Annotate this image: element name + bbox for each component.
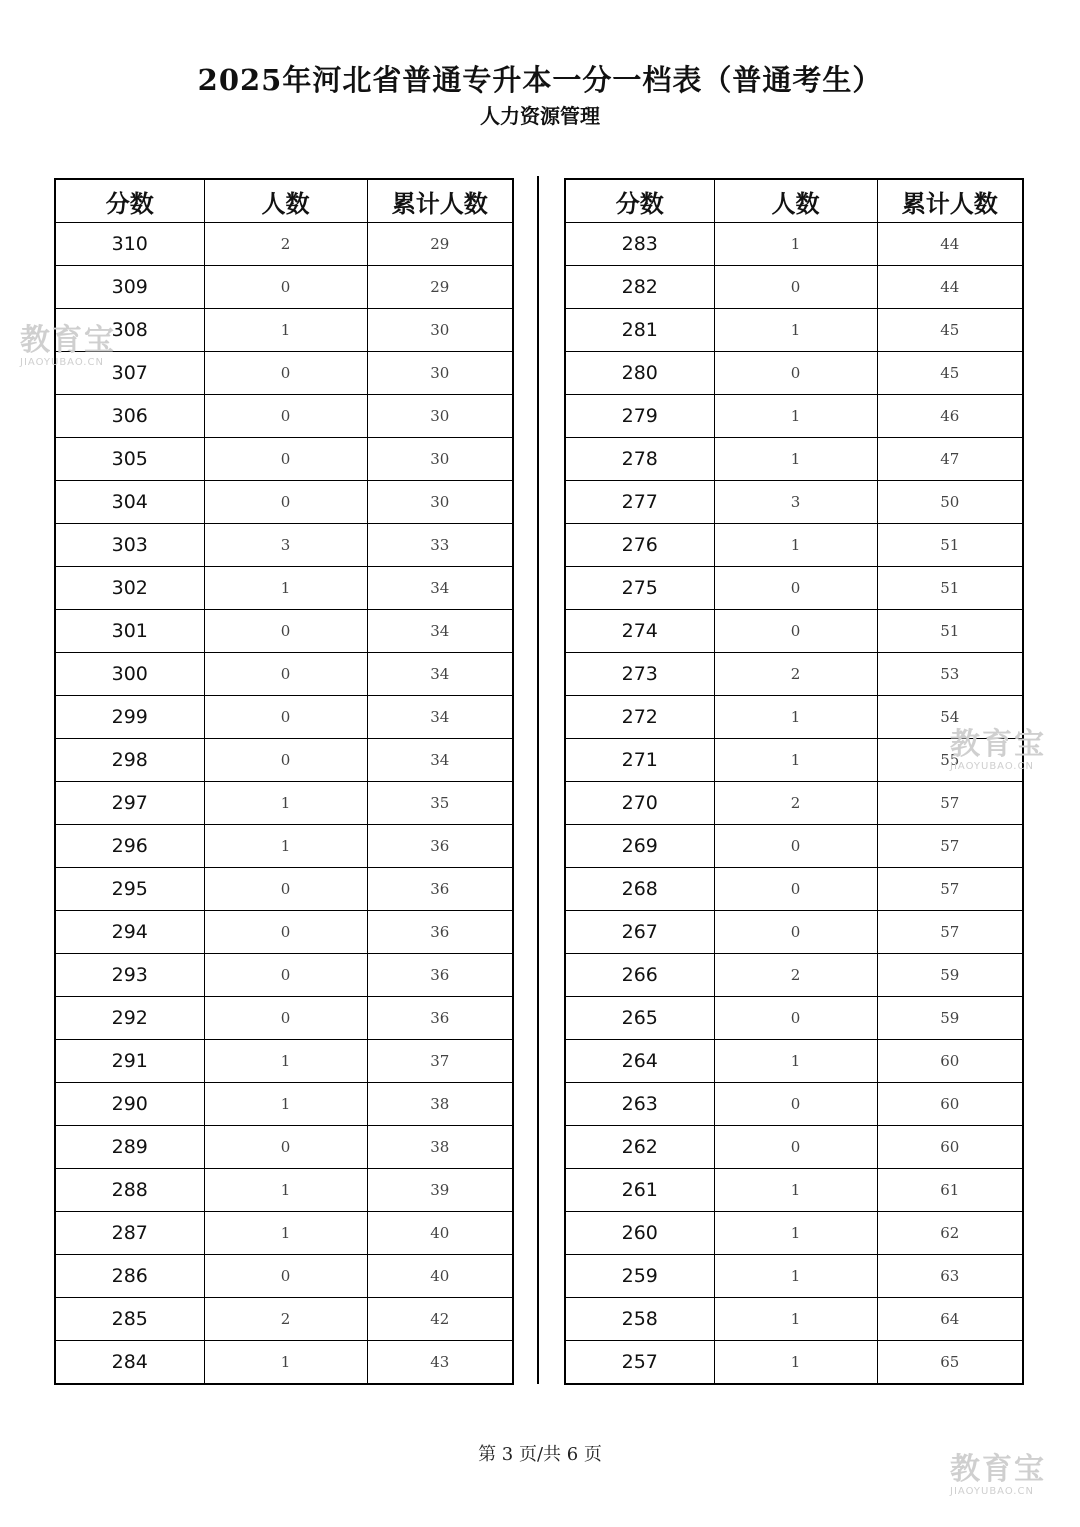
table-row [565,1040,1023,1083]
cumulative-cell: 51 [877,610,1023,653]
cumulative-cell: 36 [367,825,513,868]
count-cell: 1 [204,1341,367,1385]
table-row [55,352,513,395]
table-row [55,696,513,739]
score-cell: 262 [565,1126,714,1169]
table-row [55,1169,513,1212]
count-cell: 1 [714,1212,877,1255]
cumulative-cell: 47 [877,438,1023,481]
count-cell: 2 [204,223,367,266]
score-cell: 305 [55,438,204,481]
count-cell: 1 [204,1083,367,1126]
count-cell: 0 [714,825,877,868]
table-row [55,1126,513,1169]
score-cell: 284 [55,1341,204,1385]
count-cell: 2 [714,653,877,696]
score-cell: 263 [565,1083,714,1126]
table-row [565,825,1023,868]
table-row [565,481,1023,524]
count-cell: 1 [714,438,877,481]
count-cell: 1 [714,1298,877,1341]
count-cell: 1 [204,782,367,825]
count-cell: 1 [204,309,367,352]
cumulative-cell: 53 [877,653,1023,696]
table-row [55,954,513,997]
cumulative-cell: 46 [877,395,1023,438]
count-cell: 1 [714,739,877,782]
cumulative-cell: 59 [877,997,1023,1040]
score-cell: 309 [55,266,204,309]
cumulative-cell: 57 [877,782,1023,825]
count-cell: 1 [204,1040,367,1083]
score-cell: 278 [565,438,714,481]
cumulative-cell: 36 [367,954,513,997]
table-row [55,1341,513,1385]
score-cell: 310 [55,223,204,266]
column-header-score: 分数 [565,179,714,223]
cumulative-cell: 34 [367,610,513,653]
count-cell: 2 [204,1298,367,1341]
count-cell: 2 [714,782,877,825]
score-cell: 274 [565,610,714,653]
watermark-text: 教育宝 [950,1452,1046,1487]
score-table-right [564,178,1024,1385]
score-cell: 266 [565,954,714,997]
score-cell: 308 [55,309,204,352]
cumulative-cell: 40 [367,1212,513,1255]
count-cell: 1 [204,1169,367,1212]
cumulative-cell: 60 [877,1083,1023,1126]
score-cell: 268 [565,868,714,911]
count-cell: 0 [714,266,877,309]
score-cell: 295 [55,868,204,911]
score-cell: 289 [55,1126,204,1169]
count-cell: 0 [204,954,367,997]
watermark-domain: JIAOYUBAO.CN [950,761,1034,772]
score-cell: 281 [565,309,714,352]
score-cell: 276 [565,524,714,567]
score-cell: 304 [55,481,204,524]
table-header-row [565,179,1023,223]
score-cell: 303 [55,524,204,567]
score-cell: 300 [55,653,204,696]
table-row [565,782,1023,825]
score-cell: 271 [565,739,714,782]
watermark-logo [950,1452,1046,1497]
score-cell: 272 [565,696,714,739]
count-cell: 0 [204,352,367,395]
count-cell: 1 [714,524,877,567]
cumulative-cell: 42 [367,1298,513,1341]
table-row [565,653,1023,696]
column-header-score: 分数 [55,179,204,223]
count-cell: 0 [714,997,877,1040]
count-cell: 0 [204,395,367,438]
table-row [565,524,1023,567]
count-cell: 1 [714,1255,877,1298]
score-table-left [54,178,514,1385]
score-cell: 297 [55,782,204,825]
cumulative-cell: 57 [877,868,1023,911]
watermark-domain: JIAOYUBAO.CN [950,1486,1034,1497]
count-cell: 0 [714,352,877,395]
table-row [565,395,1023,438]
count-cell: 0 [204,911,367,954]
table-row [55,524,513,567]
cumulative-cell: 61 [877,1169,1023,1212]
count-cell: 0 [714,1083,877,1126]
score-cell: 298 [55,739,204,782]
score-cell: 307 [55,352,204,395]
table-row [565,1255,1023,1298]
score-cell: 259 [565,1255,714,1298]
count-cell: 1 [714,309,877,352]
table-row [565,266,1023,309]
count-cell: 0 [204,739,367,782]
table-row [55,567,513,610]
score-cell: 288 [55,1169,204,1212]
count-cell: 0 [204,481,367,524]
count-cell: 1 [714,1341,877,1385]
table-row [55,825,513,868]
count-cell: 0 [204,653,367,696]
cumulative-cell: 36 [367,868,513,911]
cumulative-cell: 57 [877,911,1023,954]
table-row [565,911,1023,954]
table-row [55,395,513,438]
table-row [55,481,513,524]
cumulative-cell: 30 [367,481,513,524]
cumulative-cell: 45 [877,309,1023,352]
score-cell: 269 [565,825,714,868]
cumulative-cell: 30 [367,352,513,395]
column-header-cumulative: 累计人数 [367,179,513,223]
cumulative-cell: 60 [877,1126,1023,1169]
count-cell: 0 [204,1255,367,1298]
score-cell: 286 [55,1255,204,1298]
cumulative-cell: 34 [367,739,513,782]
score-cell: 296 [55,825,204,868]
cumulative-cell: 44 [877,223,1023,266]
score-cell: 282 [565,266,714,309]
table-row [565,352,1023,395]
score-cell: 306 [55,395,204,438]
score-cell: 294 [55,911,204,954]
cumulative-cell: 33 [367,524,513,567]
cumulative-cell: 43 [367,1341,513,1385]
table-row [55,309,513,352]
score-cell: 292 [55,997,204,1040]
count-cell: 1 [714,696,877,739]
score-cell: 283 [565,223,714,266]
count-cell: 0 [204,438,367,481]
count-cell: 1 [714,223,877,266]
cumulative-cell: 38 [367,1083,513,1126]
table-row [565,868,1023,911]
table-row [55,223,513,266]
score-cell: 270 [565,782,714,825]
count-cell: 1 [714,1040,877,1083]
watermark-text: 教育宝 [20,323,116,358]
count-cell: 1 [204,825,367,868]
column-header-cumulative: 累计人数 [877,179,1023,223]
score-cell: 279 [565,395,714,438]
cumulative-cell: 39 [367,1169,513,1212]
table-row [55,1083,513,1126]
table-row [55,653,513,696]
count-cell: 0 [204,868,367,911]
cumulative-cell: 30 [367,438,513,481]
count-cell: 0 [714,567,877,610]
count-cell: 0 [714,610,877,653]
cumulative-cell: 34 [367,567,513,610]
count-cell: 3 [204,524,367,567]
score-cell: 258 [565,1298,714,1341]
cumulative-cell: 30 [367,395,513,438]
score-cell: 301 [55,610,204,653]
cumulative-cell: 60 [877,1040,1023,1083]
table-row [565,223,1023,266]
table-row [565,610,1023,653]
cumulative-cell: 54 [877,696,1023,739]
count-cell: 1 [204,567,367,610]
cumulative-cell: 59 [877,954,1023,997]
score-cell: 264 [565,1040,714,1083]
count-cell: 0 [204,266,367,309]
table-row [565,1126,1023,1169]
count-cell: 0 [204,997,367,1040]
cumulative-cell: 37 [367,1040,513,1083]
cumulative-cell: 51 [877,567,1023,610]
cumulative-cell: 50 [877,481,1023,524]
table-row [565,567,1023,610]
cumulative-cell: 35 [367,782,513,825]
column-header-count: 人数 [204,179,367,223]
watermark-logo [950,727,1046,772]
cumulative-cell: 29 [367,266,513,309]
cumulative-cell: 63 [877,1255,1023,1298]
score-cell: 273 [565,653,714,696]
cumulative-cell: 65 [877,1341,1023,1385]
score-cell: 261 [565,1169,714,1212]
count-cell: 0 [204,1126,367,1169]
score-cell: 275 [565,567,714,610]
count-cell: 1 [714,1169,877,1212]
score-cell: 277 [565,481,714,524]
table-row [55,1040,513,1083]
count-cell: 0 [204,610,367,653]
score-cell: 293 [55,954,204,997]
score-cell: 285 [55,1298,204,1341]
table-row [55,1212,513,1255]
watermark-domain: JIAOYUBAO.CN [20,357,104,368]
page-subtitle: 人力资源管理 [480,104,600,128]
table-row [565,438,1023,481]
cumulative-cell: 62 [877,1212,1023,1255]
table-row [55,739,513,782]
cumulative-cell: 51 [877,524,1023,567]
page-footer: 第 3 页/共 6 页 [478,1444,602,1465]
cumulative-cell: 36 [367,911,513,954]
count-cell: 3 [714,481,877,524]
table-row [565,997,1023,1040]
count-cell: 0 [714,868,877,911]
score-cell: 267 [565,911,714,954]
count-cell: 1 [714,395,877,438]
score-cell: 260 [565,1212,714,1255]
cumulative-cell: 29 [367,223,513,266]
score-cell: 290 [55,1083,204,1126]
table-row [565,309,1023,352]
table-row [55,782,513,825]
cumulative-cell: 38 [367,1126,513,1169]
score-cell: 291 [55,1040,204,1083]
table-row [565,1169,1023,1212]
cumulative-cell: 44 [877,266,1023,309]
score-cell: 280 [565,352,714,395]
table-row [565,1212,1023,1255]
column-divider [537,176,539,1384]
table-row [55,266,513,309]
cumulative-cell: 34 [367,653,513,696]
cumulative-cell: 40 [367,1255,513,1298]
count-cell: 0 [714,1126,877,1169]
cumulative-cell: 34 [367,696,513,739]
column-header-count: 人数 [714,179,877,223]
table-row [565,1298,1023,1341]
table-row [55,997,513,1040]
count-cell: 0 [714,911,877,954]
score-cell: 257 [565,1341,714,1385]
page-title: 2025年河北省普通专升本一分一档表（普通考生） [197,63,883,97]
count-cell: 1 [204,1212,367,1255]
score-cell: 302 [55,567,204,610]
cumulative-cell: 57 [877,825,1023,868]
cumulative-cell: 30 [367,309,513,352]
watermark-logo [20,323,116,368]
count-cell: 2 [714,954,877,997]
table-row [55,911,513,954]
table-row [565,1083,1023,1126]
table-row [55,438,513,481]
table-header-row [55,179,513,223]
table-row [55,610,513,653]
table-row [55,1255,513,1298]
table-row [55,1298,513,1341]
table-row [55,868,513,911]
cumulative-cell: 64 [877,1298,1023,1341]
cumulative-cell: 36 [367,997,513,1040]
score-cell: 265 [565,997,714,1040]
table-row [565,1341,1023,1385]
score-cell: 299 [55,696,204,739]
score-cell: 287 [55,1212,204,1255]
count-cell: 0 [204,696,367,739]
cumulative-cell: 55 [877,739,1023,782]
cumulative-cell: 45 [877,352,1023,395]
watermark-text: 教育宝 [950,727,1046,762]
table-row [565,954,1023,997]
